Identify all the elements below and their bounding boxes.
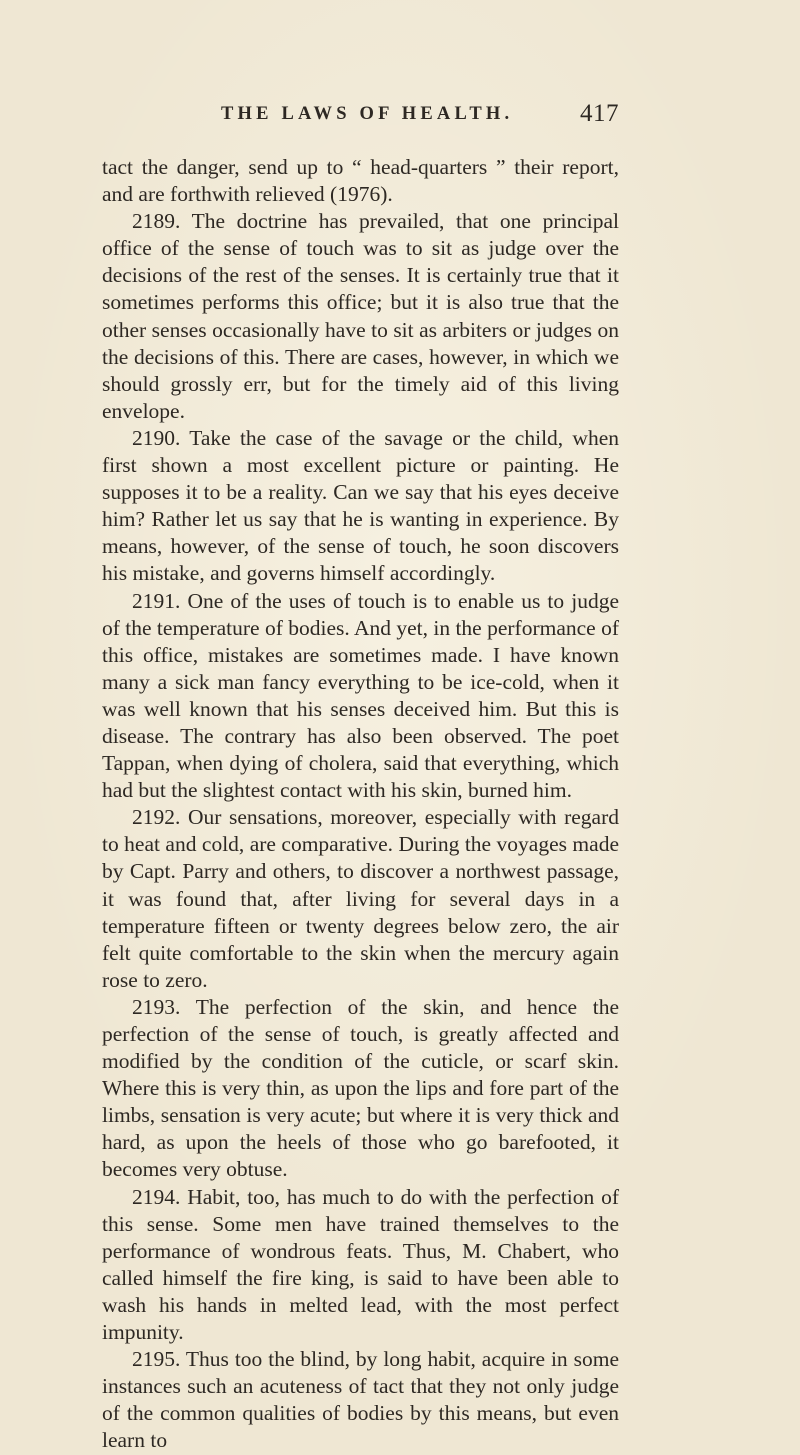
paragraph-continuation: tact the danger, send up to “ head-quarters ” their report, and are forthwith relieved (1976). xyxy=(102,155,619,207)
paragraph-2189: 2189. The doctrine has prevailed, that one principal office of the sense of touch was to sit as judge over the decisions of the rest of the senses. It is certainly true that it sometimes performs this office; but it is also true that the other senses occasionally have to sit as arbiters or judges on the decisions of this. There are cases, however, in which we should grossly err, but for the timely aid of this living envelope. xyxy=(102,209,619,423)
paragraph-2194: 2194. Habit, too, has much to do with the perfection of this sense. Some men have trained themselves to the performance of wondrous feats. Thus, M. Chabert, who called himself the fire king, is said to have been able to wash his hands in melted lead, with the most perfect impunity. xyxy=(102,1184,619,1345)
paragraph-2192: 2192. Our sensations, moreover, especially with regard to heat and cold, are comparative. During the voyages made by Capt. Parry and others, to discover a northwest passage, it was found that, after living for several days in a temperature fifteen or twenty degrees below zero, the air felt quite comfortable to the skin when the mercury again rose to zero. xyxy=(102,805,619,992)
paragraph-2195: 2195. Thus too the blind, by long habit, acquire in some instances such an acuteness of tact that they not only judge of the common qualities of bodies by this means, but even learn to xyxy=(102,1347,619,1453)
body-text xyxy=(102,154,619,1455)
paragraph-2190: 2190. Take the case of the savage or the child, when first shown a most excellent picture or painting. He supposes it to be a reality. Can we say that his eyes deceive him? Rather let us say that he is wanting in experience. By means, however, of the sense of touch, he soon discovers his mistake, and governs himself accordingly. xyxy=(102,425,619,586)
page-number: 417 xyxy=(580,100,619,127)
paragraph-2191: 2191. One of the uses of touch is to enable us to judge of the temperature of bodies. And yet, in the performance of this office, mistakes are sometimes made. I have known many a sick man fancy everything to be ice-cold, when it was well known that his senses deceived him. But this is disease. The contrary has also been observed. The poet Tappan, when dying of cholera, said that everything, which had but the slightest contact with his skin, burned him. xyxy=(102,588,620,803)
running-head: THE LAWS OF HEALTH. xyxy=(221,104,514,124)
paragraph-2193: 2193. The perfection of the skin, and hence the perfection of the sense of touch, is greatly affected and modified by the condition of the cuticle, or scarf skin. Where this is very thin, as upon the lips and fore part of the limbs, sensation is very acute; but where it is very thick and hard, as upon the heels of those who go barefooted, it becomes very obtuse. xyxy=(102,994,619,1182)
page-header xyxy=(221,100,619,130)
